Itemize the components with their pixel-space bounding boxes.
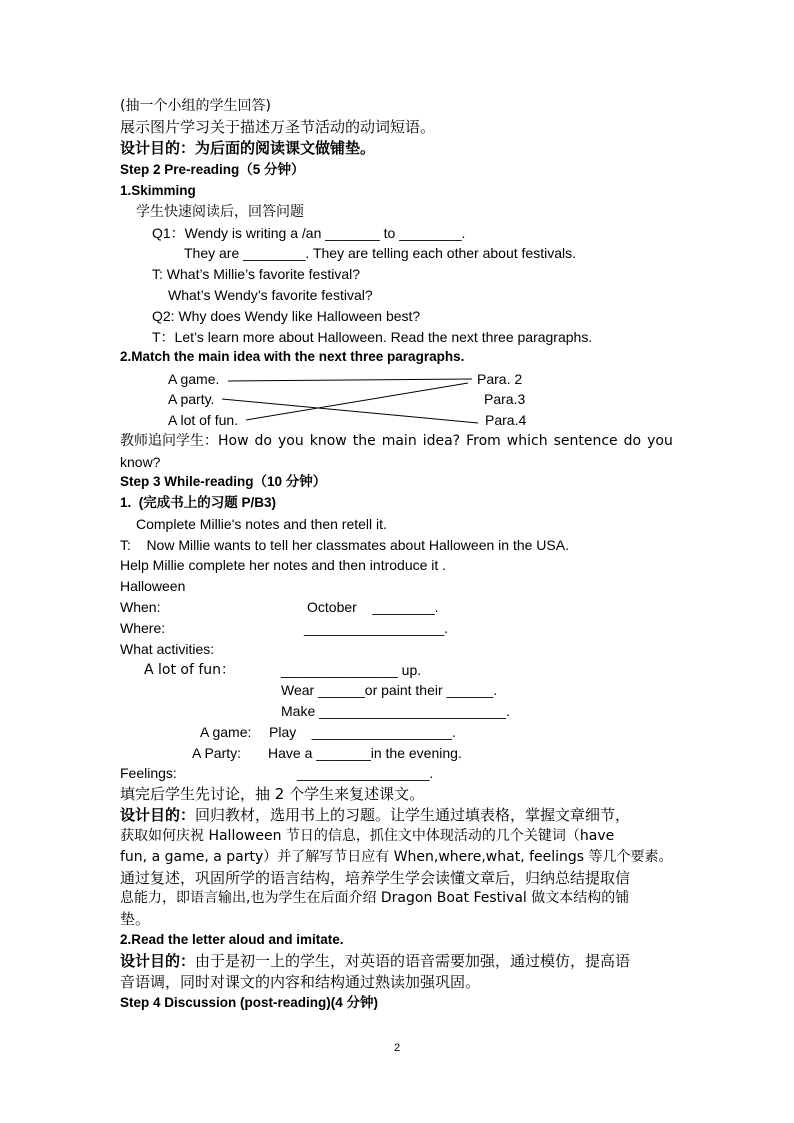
- text-line: 学生快速阅读后，回答问题: [136, 204, 304, 220]
- text-line: 音语调，同时对课文的内容和结构通过熟读加强巩固。: [120, 973, 481, 991]
- match-right-item: Para.4: [485, 412, 527, 428]
- section-heading: Step 3 While-reading（10 分钟）: [120, 474, 327, 489]
- text-line: Q2: Why does Wendy like Halloween best?: [152, 308, 421, 324]
- text-line: know?: [120, 454, 161, 470]
- match-right-item: Para. 2: [477, 371, 523, 387]
- design-purpose-label: 设计目的：: [120, 952, 196, 970]
- subheading: 2.Read the letter aloud and imitate.: [120, 932, 344, 947]
- match-left-item: A party.: [168, 391, 215, 407]
- subheading: 1. (完成书上的习题 P/B3): [120, 495, 277, 510]
- match-left-item: A lot of fun.: [168, 412, 239, 428]
- text-line: 展示图片学习关于描述万圣节活动的动词短语。: [120, 118, 436, 136]
- notes-blank: __________________.: [304, 620, 449, 636]
- text-line: Q1：Wendy is writing a /an _______ to ________.: [152, 225, 466, 241]
- text-span: 回归教材，选用书上的习题。让学生通过填表格，掌握文章细节，: [195, 806, 631, 824]
- notes-label: A Party:: [192, 745, 242, 761]
- section-heading: Step 2 Pre-reading（5 分钟）: [120, 162, 305, 177]
- notes-label: Where:: [120, 620, 166, 636]
- word: From: [466, 433, 501, 449]
- word: you: [647, 433, 673, 449]
- notes-blank: Wear ______or paint their ______.: [281, 682, 498, 698]
- text-line: Complete Millie's notes and then retell it.: [136, 516, 387, 532]
- notes-blank: _______________ up.: [281, 662, 422, 678]
- word: which: [506, 433, 548, 449]
- text-line: fun, a game, a party）并了解写节日应有 When,where,what, feelings 等几个要素。: [120, 849, 673, 865]
- text-line: 息能力，即语言输出,也为学生在后面介绍 Dragon Boat Festival 做文本结构的铺: [120, 890, 630, 906]
- design-purpose-label: 设计目的：: [120, 806, 196, 824]
- match-line: [246, 383, 468, 420]
- word: know: [309, 433, 347, 449]
- match-line: [228, 379, 472, 381]
- subheading: 1.Skimming: [120, 183, 196, 198]
- text-line: [120, 432, 673, 450]
- text-line: T：Let’s learn more about Halloween. Read the next three paragraphs.: [152, 329, 593, 345]
- text-line: Help Millie complete her notes and then introduce it .: [120, 557, 447, 573]
- word: sentence: [553, 433, 618, 449]
- word: main: [381, 433, 417, 449]
- notes-blank: _________________.: [297, 765, 434, 781]
- word: the: [352, 433, 376, 449]
- text-line: (抽一个小组的学生回答): [120, 98, 271, 114]
- text-line: 通过复述，巩固所学的语言结构，培养学生学会读懂文章后，归纳总结提取信: [120, 869, 631, 887]
- text-span: 由于是初一上的学生，对英语的语音需要加强，通过模仿，提高语: [195, 952, 631, 970]
- notes-label: Feelings:: [120, 765, 177, 781]
- text-line: 垫。: [120, 910, 151, 928]
- subheading: 2.Match the main idea with the next three paragraphs.: [120, 349, 465, 364]
- notes-label: What activities:: [120, 641, 215, 657]
- section-heading: Step 4 Discussion (post-reading)(4 分钟): [120, 995, 379, 1010]
- text-line: 填完后学生先讨论，抽 2 个学生来复述课文。: [120, 785, 425, 803]
- text-line: What’s Wendy’s favorite festival?: [168, 287, 373, 303]
- word: do: [254, 433, 272, 449]
- text-line: [120, 806, 630, 824]
- word: you: [278, 433, 304, 449]
- word: 教师追问学生：How: [120, 433, 249, 449]
- notes-blank: Play __________________.: [269, 724, 456, 740]
- text-line: Halloween: [120, 578, 186, 594]
- text-line: [120, 952, 630, 970]
- match-right-item: Para.3: [484, 391, 526, 407]
- text-line: 获取如何庆祝 Halloween 节日的信息，抓住文中体现活动的几个关键词（have: [120, 828, 615, 844]
- notes-label: When:: [120, 599, 161, 615]
- text-line: T: Now Millie wants to tell her classmates about Halloween in the USA.: [120, 537, 569, 553]
- notes-label: A game:: [200, 724, 252, 740]
- notes-blank: Make ________________________.: [281, 703, 510, 719]
- word: do: [623, 433, 642, 449]
- notes-blank: October ________.: [307, 599, 439, 615]
- word: idea?: [422, 433, 461, 449]
- match-left-item: A game.: [168, 371, 220, 387]
- notes-label: A lot of fun：: [144, 662, 236, 678]
- section-heading: 设计目的：为后面的阅读课文做铺垫。: [120, 139, 376, 157]
- text-line: They are ________. They are telling each other about festivals.: [184, 245, 576, 261]
- page-number: 2: [394, 1042, 401, 1054]
- notes-blank: Have a _______in the evening.: [268, 745, 462, 761]
- text-line: T: What’s Millie’s favorite festival?: [152, 266, 360, 282]
